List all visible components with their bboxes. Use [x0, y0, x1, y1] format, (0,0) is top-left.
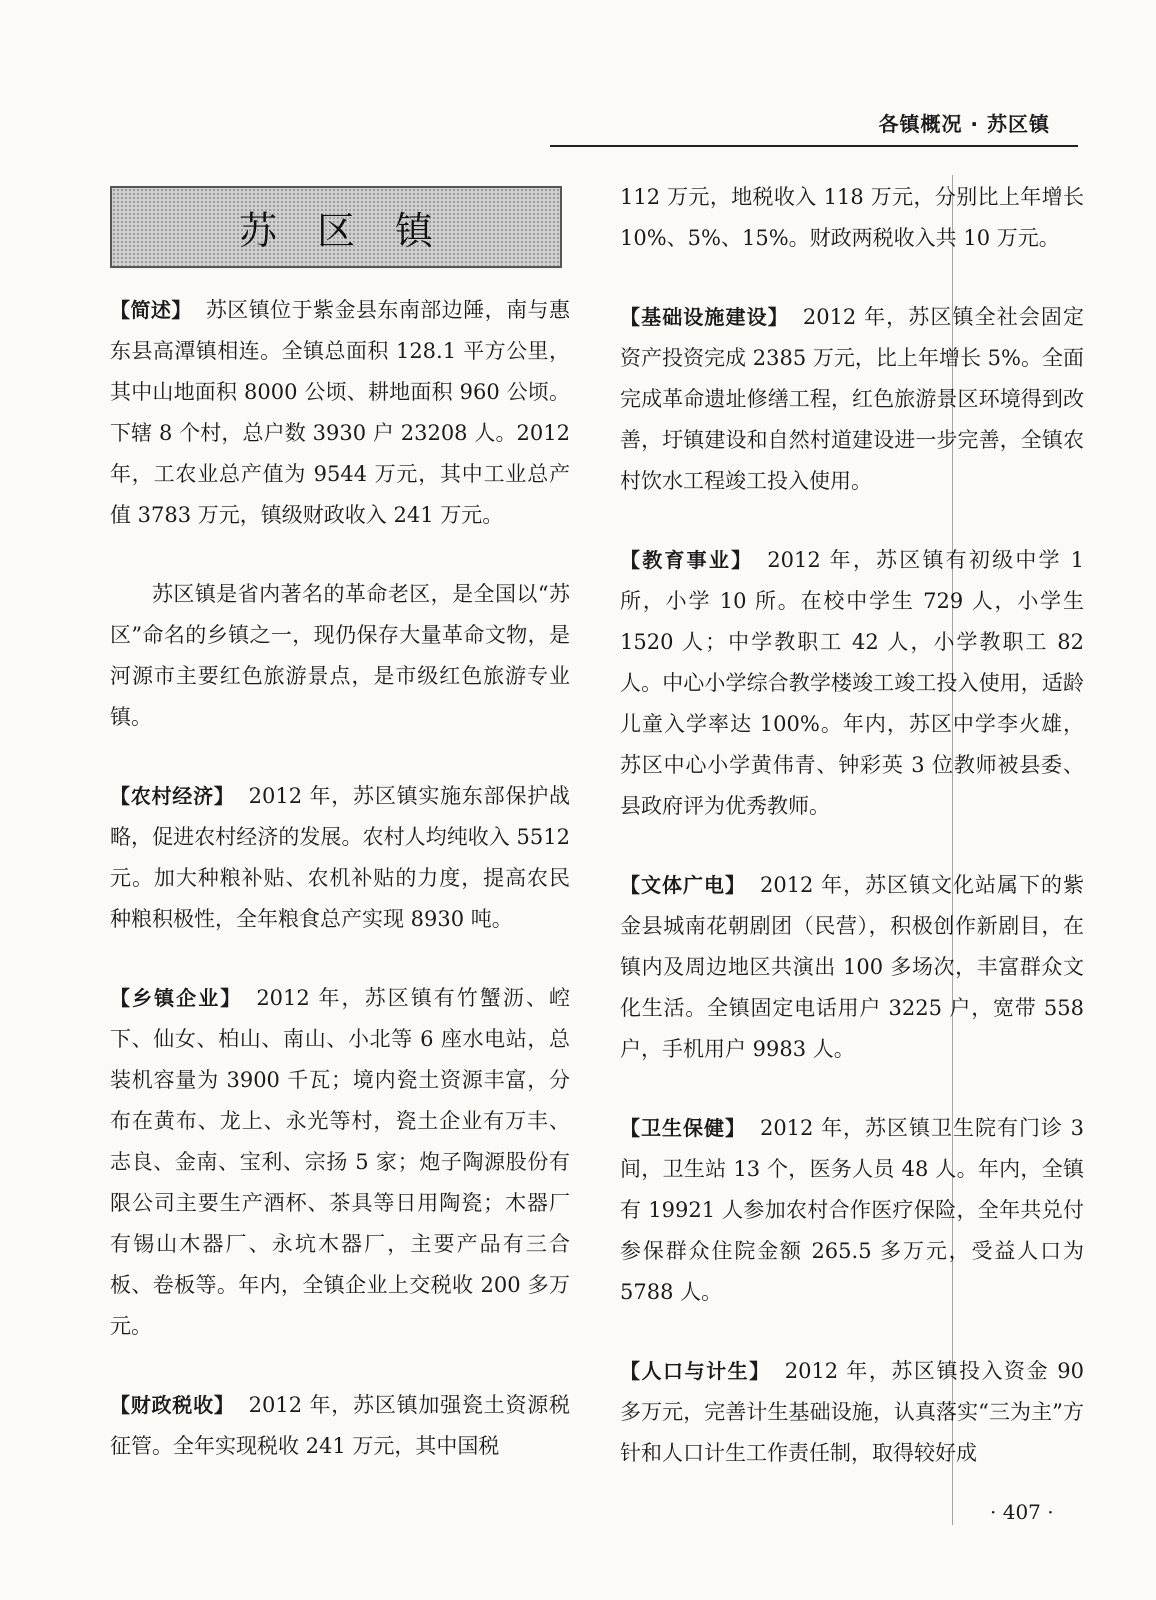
section-heading: 【卫生保健】: [620, 1116, 746, 1140]
paragraph-text: 苏区镇是省内著名的革命老区，是全国以“苏区”命名的乡镇之一，现仍保存大量革命文物，是河源市主要红色旅游景点，是市级红色旅游专业镇。: [110, 582, 570, 729]
paragraph-text: 2012 年，苏区镇文化站属下的紫金县城南花朝剧团（民营），积极创作新剧目，在镇内及周边地区共演出 100 多场次，丰富群众文化生活。全镇固定电话用户 3225 户，宽带 558 户，手机用户 9983 人。: [620, 873, 1085, 1061]
right-column: [620, 177, 1084, 1474]
paragraph-text: 2012 年，苏区镇加强瓷土资源税征管。全年实现税收 241 万元，其中国税: [110, 1393, 570, 1458]
paragraph-population: [620, 1351, 1084, 1474]
paragraph-text: 2012 年，苏区镇有初级中学 1 所，小学 10 所。在校中学生 729 人，小学生 1520 人；中学教职工 42 人，小学教职工 82 人。中心小学综合教学楼竣工竣工投入使用，适龄儿童入学率达 100%。年内，苏区中学李火雄，苏区中心小学黄伟青、钟彩英 3 位教师被县委、县政府评为优秀教师。: [620, 548, 1084, 818]
paragraph-text: 2012 年，苏区镇卫生院有门诊 3 间，卫生站 13 个，医务人员 48 人。年内，全镇有 19921 人参加农村合作医疗保险，全年共兑付参保群众住院金额 265.5 多万元，受益人口为 5788 人。: [620, 1116, 1084, 1304]
section-heading: 【人口与计生】: [620, 1359, 771, 1383]
page-number: · 407 ·: [990, 1500, 1054, 1524]
paragraph-finance: [110, 1385, 570, 1467]
paragraph-text: 2012 年，苏区镇有竹蟹沥、崆下、仙女、柏山、南山、小北等 6 座水电站，总装机容量为 3900 千瓦；境内瓷土资源丰富，分布在黄布、龙上、永光等村，瓷土企业有万丰、志良、金南、宝利、宗扬 5 家；炮子陶源股份有限公司主要生产酒杯、茶具等日用陶瓷；木器厂有锡山木器厂、永坑木器厂，主要产品有三合板、卷板等。年内，全镇企业上交税收 200 多万元。: [110, 986, 570, 1338]
section-heading: 【教育事业】: [620, 548, 754, 572]
paragraph-text: 2012 年，苏区镇投入资金 90 多万元，完善计生基础设施，认真落实“三为主”方针和人口计生工作责任制，取得较好成: [620, 1359, 1085, 1465]
paragraph-text: 苏区镇位于紫金县东南部边陲，南与惠东县高潭镇相连。全镇总面积 128.1 平方公里，其中山地面积 8000 公顷、耕地面积 960 公顷。下辖 8 个村，总户数 3930 户 23208 人。2012 年，工农业总产值为 9544 万元，其中工业总产值 3783 万元，镇级财政收入 241 万元。: [110, 298, 571, 527]
section-heading: 【基础设施建设】: [620, 305, 789, 329]
paragraph-health: [620, 1108, 1084, 1313]
paragraph-culture: [620, 865, 1084, 1070]
left-column: [110, 290, 570, 1467]
paragraph-text: 2012 年，苏区镇实施东部保护战略，促进农村经济的发展。农村人均纯收入 5512 元。加大种粮补贴、农机补贴的力度，提高农民种粮积极性，全年粮食总产实现 8930 吨。: [110, 784, 570, 931]
section-title: 苏区镇: [238, 208, 473, 253]
paragraph-education: [620, 540, 1084, 827]
section-heading: 【财政税收】: [110, 1393, 235, 1417]
section-heading: 【文体广电】: [620, 873, 746, 897]
scan-fold-line: [952, 175, 953, 1525]
paragraph-text: 2012 年，苏区镇全社会固定资产投资完成 2385 万元，比上年增长 5%。全面完成革命遗址修缮工程，红色旅游景区环境得到改善，圩镇建设和自然村道建设进一步完善，全镇农村饮水工程竣工投入使用。: [620, 305, 1085, 493]
section-heading: 【简述】: [110, 298, 192, 322]
paragraph-text: 112 万元，地税收入 118 万元，分别比上年增长 10%、5%、15%。财政两税收入共 10 万元。: [620, 185, 1084, 250]
paragraph-finance-cont: [620, 177, 1084, 259]
paragraph-infrastructure: [620, 297, 1084, 502]
paragraph-town-enterprise: [110, 978, 570, 1347]
paragraph-overview: [110, 290, 570, 536]
paragraph-overview-2: [110, 574, 570, 738]
running-title: 各镇概况 · 苏区镇: [878, 112, 1050, 136]
running-header: [550, 108, 1078, 147]
paragraph-rural-economy: [110, 776, 570, 940]
section-title-box: [110, 186, 562, 268]
section-heading: 【农村经济】: [110, 784, 235, 808]
section-heading: 【乡镇企业】: [110, 986, 243, 1010]
